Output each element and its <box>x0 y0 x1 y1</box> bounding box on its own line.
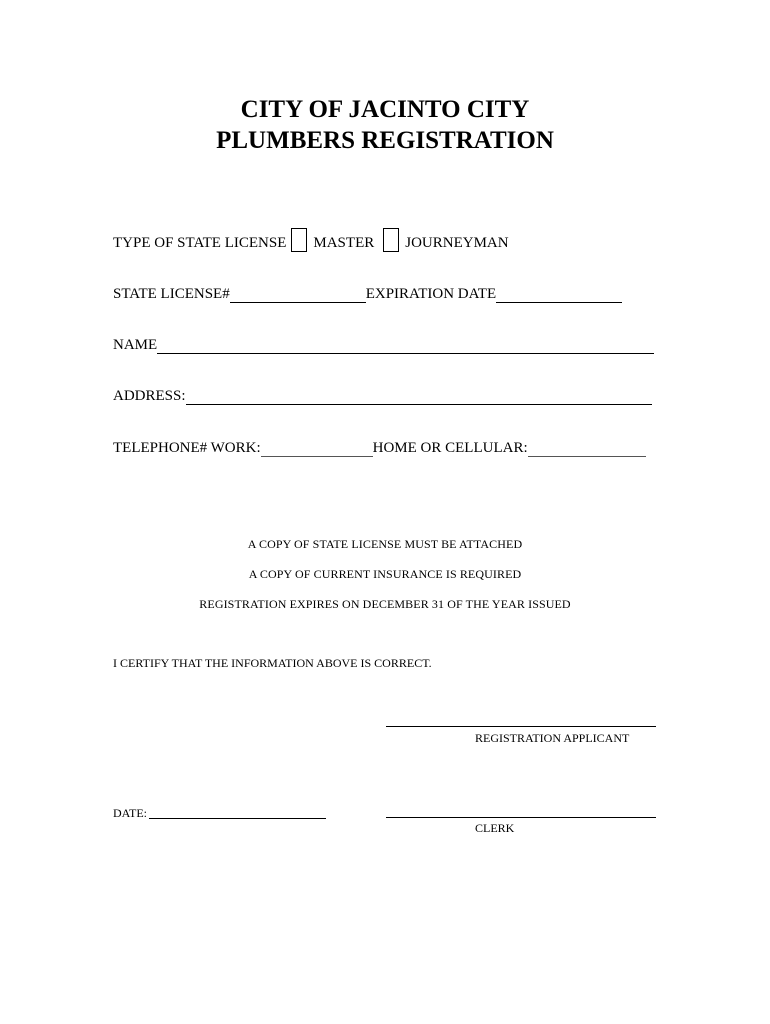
notice-insurance-copy: A COPY OF CURRENT INSURANCE IS REQUIRED <box>248 567 522 581</box>
name-field[interactable] <box>157 339 654 354</box>
form-subtitle: PLUMBERS REGISTRATION <box>216 127 554 154</box>
telephone-work-label: TELEPHONE# WORK: <box>113 440 261 456</box>
name-row <box>113 336 654 354</box>
notice-registration-expiry: REGISTRATION EXPIRES ON DECEMBER 31 OF THE YEAR ISSUED <box>199 597 571 611</box>
form-title: CITY OF JACINTO CITY <box>240 96 530 123</box>
applicant-signature-label: REGISTRATION APPLICANT <box>475 731 630 745</box>
telephone-work-field[interactable] <box>261 442 373 457</box>
state-license-field[interactable] <box>230 288 366 303</box>
journeyman-checkbox[interactable] <box>383 228 399 252</box>
name-label: NAME <box>113 337 158 353</box>
master-checkbox[interactable] <box>291 228 307 252</box>
address-label: ADDRESS: <box>113 388 186 404</box>
clerk-signature-label: CLERK <box>475 821 515 835</box>
date-label: DATE: <box>113 806 147 820</box>
certification-statement: I CERTIFY THAT THE INFORMATION ABOVE IS CORRECT. <box>113 656 432 670</box>
address-field[interactable] <box>186 390 652 405</box>
home-cellular-field[interactable] <box>528 442 646 457</box>
journeyman-label: JOURNEYMAN <box>405 235 509 251</box>
expiration-date-field[interactable] <box>496 288 622 303</box>
notice-license-copy: A COPY OF STATE LICENSE MUST BE ATTACHED <box>247 537 523 551</box>
master-label: MASTER <box>313 235 375 251</box>
license-type-label: TYPE OF STATE LICENSE <box>113 235 287 251</box>
license-type-row <box>113 228 509 252</box>
clerk-signature-line[interactable] <box>386 817 656 818</box>
state-license-row <box>113 285 622 303</box>
telephone-row <box>113 439 646 457</box>
home-cellular-label: HOME OR CELLULAR: <box>372 440 528 456</box>
state-license-label: STATE LICENSE# <box>113 286 230 302</box>
expiration-date-label: EXPIRATION DATE <box>365 286 497 302</box>
applicant-signature-line[interactable] <box>386 726 656 727</box>
address-row <box>113 387 652 405</box>
date-field[interactable] <box>149 818 326 819</box>
